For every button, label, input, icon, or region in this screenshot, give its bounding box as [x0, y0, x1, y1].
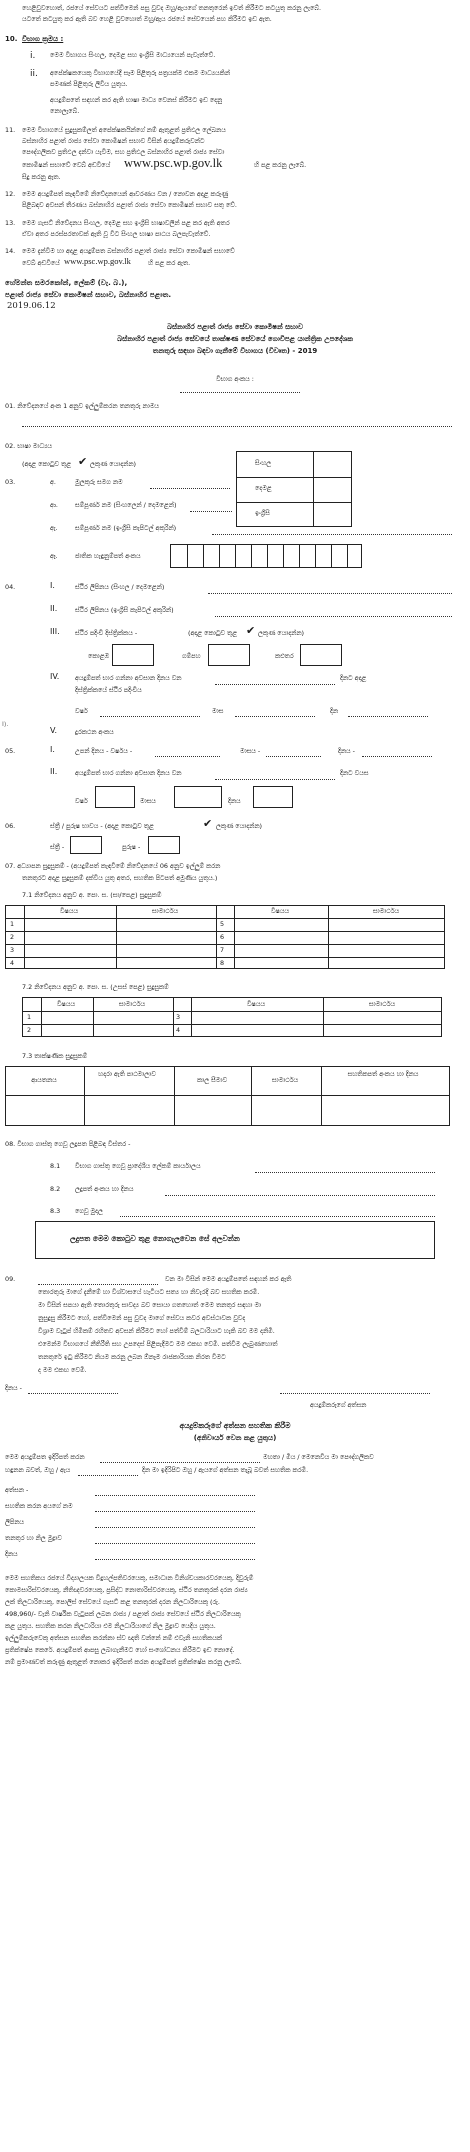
q03-a-mark: අ. — [50, 478, 56, 486]
q04-III-instruction: (අදාළ කොටුව තුළ — [188, 629, 238, 637]
margin-mark: I). — [2, 720, 9, 728]
tick-mark-icon: ✔ — [246, 624, 256, 637]
al-row-number: 4 — [176, 1026, 181, 1034]
sec10-ii-line-3: අයදුම්පතේ සඳහන් කර ඇති භාෂා මාධ්‍ය වෙනස් කිරීමට ඉඩ දෙනු — [50, 96, 223, 104]
q05-II-mark: II. — [50, 767, 58, 776]
q03-number: 03. — [5, 478, 16, 486]
date-label: දිනය - — [5, 1384, 22, 1392]
ol-row-number: 2 — [10, 933, 15, 941]
q03-a-label: මුලකුරු සමග නම — [75, 478, 123, 486]
sec11-line-1: මෙම විභාගයේ සුදුසුකම්ලත් අපේක්ෂකයින්ගේ නම් ඇතුළත් ප්‍රතිඵල ලේඛනය — [22, 126, 226, 134]
certifier-position-input[interactable] — [95, 1543, 255, 1544]
q73-label: 7.3 තාක්ෂණික සුදුසුකම් — [22, 1052, 88, 1060]
lang-sinhala-checkbox[interactable] — [314, 453, 350, 475]
ol-header-subject-2: විෂයය — [270, 907, 290, 915]
sec12-line-2: පිළිබඳව අවසන් තීරණය බස්නාහිර පළාත් රාජ්‍ය සේවා කොමිෂන් සභාව සතු වේ. — [22, 201, 237, 209]
q09-line-2: තොරතුරු මාගේ දැනීමේ හා විශ්වාසයේ හැටියට සත්‍ය හා නිවැරදි බව සහතික කරමි. — [38, 1288, 260, 1296]
q04-III-instruction-2: ලකුණ යොදන්න) — [258, 629, 305, 637]
intro-line-2: යටතේ කටයුතු කර ඇති බව හෙළි වුවහොත් ඔහු/ඇය රජයේ සේවයෙන් පහ කිරීමට ඉඩ ඇත. — [22, 15, 272, 23]
q03-i-label: සම්පූර්ණ නම (ඉංග්‍රීසි කැපිටල් අකුරින්) — [75, 524, 177, 532]
age-days-label: දිනය — [228, 797, 241, 805]
fee-office-input[interactable] — [255, 1172, 435, 1173]
ol-row-number: 4 — [10, 959, 15, 967]
certifier-address-label: ලිපිනය — [5, 1518, 24, 1526]
certifier-name-input[interactable] — [95, 1511, 255, 1512]
residence-months-label: මාස — [212, 707, 224, 715]
lang-tamil-checkbox[interactable] — [314, 478, 350, 500]
q03-ae-label: ජාතික හැඳුනුම්පත් අංකය — [75, 552, 141, 560]
age-years-input[interactable] — [95, 786, 135, 808]
sec11-website-link[interactable]: www.psc.wp.gov.lk — [124, 156, 223, 170]
cert-line-2-prefix: හඳුනන බවත්, ඔහු / ඇය — [5, 1466, 71, 1474]
q07-label-1: 07. අධ්‍යාපන සුදුසුකම් - (අයදුම්පත් කැඳවීමේ නිවේදනයේ 06 අනුව ඉල්ලුම් කරන — [5, 862, 221, 870]
amount-paid-input[interactable] — [120, 1216, 435, 1217]
sec11-line-3: පෞද්ගලිකව ප්‍රතිඵල දන්වා යැවීම, සහ ප්‍රතිඵල බස්නාහිර පළාත් රාජ්‍ය සේවා — [22, 148, 225, 156]
q05-I-label: උපන් දිනය - වර්ෂය - — [75, 747, 133, 755]
sec13-line-2: ඒවා අතර පරස්පරතාවක් ඇති වූ විට සිංහල භාෂා පාඨය බලපැවැත්වේ. — [22, 230, 211, 238]
exam-number-line[interactable] — [180, 392, 300, 393]
sec14-line-2-suffix: හි පළ කර ඇත. — [148, 259, 191, 267]
tech-header-institute: ආයතනය — [31, 1076, 57, 1084]
q09-line-1: වන මා විසින් මෙම අයදුම්පතේ සඳහන් කර ඇති — [165, 1275, 292, 1283]
sec10-ii-number: ii. — [30, 69, 38, 79]
q04-IV-label-3: දිස්ත්‍රික්කයේ ස්ථිර පදිංචිය — [75, 686, 142, 694]
age-closing-date-line[interactable] — [215, 779, 335, 780]
residence-years-label: වර්ෂ — [75, 707, 88, 715]
certifier-position-label: තනතුර හා නිල මුද්‍රාව — [5, 1534, 62, 1542]
q04-III-label: ස්ථිර පදිංචි දිස්ත්‍රික්කය - — [75, 629, 138, 637]
al-header-pass-2: සාමාර්ථය — [368, 1000, 396, 1008]
cert-applicant-name-input[interactable] — [100, 1462, 260, 1463]
applicant-signature-label: අයදුම්කරුගේ අත්සන — [310, 1401, 367, 1409]
al-row-number: 1 — [27, 1013, 32, 1021]
q09-line-5: විශ්‍රාම වැටුප් හිමිකම් රහිතව අවසන් කිරීමට හෝ පත්වීම් බලධාරියාට හැකි බව මම දනිමි. — [38, 1327, 275, 1335]
q82-number: 8.2 — [50, 1185, 61, 1193]
sec10-ii-line-4: නොලැබේ. — [50, 107, 80, 115]
al-header-subject-2: විෂයය — [246, 1000, 266, 1008]
age-days-input[interactable] — [253, 786, 293, 808]
sec12-line-1: මෙම අයදුම්පත් කැඳවීමේ නිවේදනයෙන් ආවරණය වන / නොවන අදාළ කරුණු — [22, 190, 229, 198]
ol-row-number: 5 — [220, 920, 225, 928]
q09-line-4: නුසුදුසු කිරීමට හෝ, පත්වීමෙන් පසු වුවද මාගේ සේවය කවර අවස්ථාවක වුවද — [38, 1314, 246, 1322]
cert-line-1-prefix: මෙම අයදුම්පත ඉදිරිපත් කරන — [5, 1453, 85, 1461]
sec11-line-4-suffix: හි පළ කරනු ලැබේ. — [254, 161, 307, 169]
initials-name-input[interactable] — [150, 488, 230, 489]
q09-line-7: තනතුරේ ඉටු කිරීමට නියම කරනු ලබන ඕනෑම රාජකාරියක නිරත වීමට — [38, 1353, 226, 1361]
certification-subtitle: (අනිවාර්ය වෙන කළ යුතුය) — [193, 1434, 277, 1442]
q05-I-day: දිනය - — [338, 747, 355, 755]
certification-title: අයදුම්කරුගේ අත්සන සහතික කිරීම — [179, 1421, 291, 1430]
intro-line-1: හෙළිවුවහොත්, රජයේ සේවයට පත්වීමෙන් පසු වුවද ඔහු/ඇයගේ තනතුරෙන් ඉවත් කිරීමට කටයුතු කරනු ලැබේ. — [22, 4, 321, 12]
district-gampaha-checkbox[interactable] — [208, 644, 250, 666]
age-years-label: වර්ෂ — [75, 797, 88, 805]
q05-number: 05. — [5, 747, 16, 755]
phone-label: දුරකථන අංකය — [75, 728, 114, 736]
sec11-line-4-prefix: කොමිෂන් සභාවේ වෙබ් අඩවියේ — [22, 161, 111, 169]
q05-I-month: මාසය - — [240, 747, 261, 755]
birth-year-input[interactable] — [155, 756, 220, 757]
cert-date-input[interactable] — [78, 1475, 138, 1476]
age-months-input[interactable] — [174, 786, 222, 808]
receipt-number-input[interactable] — [165, 1195, 435, 1196]
ol-row-number: 3 — [10, 946, 15, 954]
q81-label: විභාග ගාස්තු ගෙවූ ප්‍රාදේශීය ලේකම් කාර්යාලය — [75, 1162, 201, 1170]
footnote-line-4: 498,960/- වැනි වාර්ෂික වැටුපක් ලබන රාජ්‍ය / පළාත් රාජ්‍ය සේවයේ ස්ථිර නිලධාරියෙකු — [5, 1610, 241, 1618]
district-colombo-checkbox[interactable] — [112, 644, 154, 666]
female-checkbox[interactable] — [70, 836, 102, 854]
signatory-date: 2019.06.12 — [7, 301, 56, 311]
lang-english-label: ඉංග්‍රීසි — [255, 509, 270, 517]
footnote-line-2: කොමසාරිස්වරයෙකු, නීතිඥවරයෙකු, ප්‍රසිද්ධ නොතාරිස්වරයෙකු, ස්ථිර තනතුරක් දරන රාජ්‍ය — [5, 1586, 248, 1594]
sec13-number: 13. — [5, 219, 16, 227]
q04-II-mark: II. — [50, 604, 58, 613]
ol-header-pass-1: සාමාර්ථය — [151, 907, 179, 915]
lang-english-checkbox[interactable] — [314, 503, 350, 525]
al-row-number: 3 — [176, 1013, 181, 1021]
sec11-number: 11. — [5, 126, 16, 134]
sec14-number: 14. — [5, 247, 16, 255]
sec10-title: විභාග ක්‍රමය : — [22, 35, 64, 43]
signatory-organization: පළාත් රාජ්‍ය සේවා කොමිෂන් සභාව, බස්නාහිර පළාත. — [5, 290, 172, 299]
closing-date-line[interactable] — [215, 684, 335, 685]
q04-IV-label: අයදුම්පත් භාර ගන්නා අවසාන දිනය වන — [75, 674, 182, 682]
permanent-address-english-input[interactable] — [215, 616, 452, 617]
q09-line-3: මා විසින් සපයා ඇති තොරතුරු සාවද්‍ය බව සොයා ගතහොත් මෙම තනතුර සඳහා මා — [38, 1301, 262, 1309]
q09-number: 09. — [5, 1275, 16, 1283]
q04-I-mark: I. — [50, 581, 55, 590]
form-title-3: තනතුරු සඳහා බඳවා ගැනීමේ විභාගය (විවෘත) - 2019 — [152, 347, 318, 355]
sec10-ii-line-2: පමණක් පිළිතුරු ලිවිය යුතුය. — [50, 80, 128, 88]
phone-mark: V. — [50, 726, 57, 735]
sec12-number: 12. — [5, 190, 16, 198]
sec14-website-link[interactable]: www.psc.wp.gov.lk — [64, 256, 131, 266]
age-months-label: මාසය — [140, 797, 156, 805]
cert-line-2-suffix: දින මා ඉදිරිපිට ඔහු / ඇයගේ අත්සන තැබූ බවත් සහතික කරමි. — [142, 1466, 309, 1474]
district-kalutara-label: කළුතර — [275, 652, 294, 660]
tech-header-pass: සාමාර්ථය — [271, 1076, 299, 1084]
ol-header-pass-2: සාමාර්ථය — [372, 907, 400, 915]
q03-i-mark: ඇ. — [50, 524, 58, 532]
receipt-paste-instruction: ලදුපත මෙම කොටුව තුළ නොගැලවෙන සේ අලවන්න — [70, 1234, 240, 1243]
form-title-1: බස්නාහිර පළාත් රාජ්‍ය සේවා කොමිෂන් සභාව — [167, 323, 303, 331]
nic-number-boxes[interactable] — [170, 544, 362, 568]
q04-I-label: ස්ථිර ලිපිනය (සිංහල / දෙමළෙන්) — [75, 583, 165, 591]
q82-label: ලදුපත් අංකය හා දිනය — [75, 1185, 134, 1193]
q04-III-mark: III. — [50, 627, 60, 636]
birth-day-input[interactable] — [362, 756, 432, 757]
q83-number: 8.3 — [50, 1207, 61, 1215]
tech-header-duration: කාල සීමාව — [196, 1076, 228, 1084]
applicant-signature-line[interactable] — [280, 1393, 430, 1394]
al-header-pass-1: සාමාර්ථය — [118, 1000, 146, 1008]
district-kalutara-checkbox[interactable] — [300, 644, 342, 666]
q03-aa-mark: ආ. — [50, 501, 58, 509]
q05-II-label: අයදුම්පත් භාර ගන්නා අවසාන දිනය වන — [75, 769, 182, 777]
birth-month-input[interactable] — [266, 756, 321, 757]
tech-header-course: හදාරා ඇති පාඨමාලාව — [98, 1070, 156, 1078]
lang-sinhala-label: සිංහල — [255, 459, 272, 467]
footnote-line-6: ඉල්ලුම්කරුවෙකු අත්සන සහතික කරන්නා ස්ව ඥාති වන්නේ නම් එවැනි සහතිකයක් — [5, 1634, 223, 1642]
q04-IV-label-2: දිනට අදාළ — [340, 674, 367, 682]
certifier-name-label: සහතික කරන අයගේ නම — [5, 1502, 73, 1510]
cert-signature-line[interactable] — [95, 1495, 255, 1496]
q03-aa-label: සම්පූර්ණ නම (සිංහලෙන් / දෙමළෙන්) — [75, 501, 177, 509]
ol-row-number: 8 — [220, 959, 225, 967]
q05-I-mark: I. — [50, 745, 55, 754]
sec14-line-2-prefix: වෙබ් අඩවියේ — [22, 259, 60, 267]
al-header-subject-1: විෂයය — [56, 1000, 76, 1008]
certifier-date-label: දිනය — [5, 1550, 18, 1558]
certifier-address-input[interactable] — [95, 1527, 255, 1528]
q06-label: ස්ත්‍රී / පුරුෂ භාවය - (අදාළ කොටුව තුළ — [50, 822, 154, 830]
q06-number: 06. — [5, 822, 16, 830]
q05-II-label-2: දිනට වයස — [340, 769, 369, 777]
q01-answer-line[interactable] — [22, 426, 452, 427]
exam-number-label: විභාග අංකය : — [216, 375, 254, 383]
residence-days-input[interactable] — [348, 716, 428, 717]
q04-IV-mark: IV. — [50, 672, 60, 681]
residence-years-input[interactable] — [100, 716, 200, 717]
q81-number: 8.1 — [50, 1162, 61, 1170]
full-name-english-input[interactable] — [212, 534, 452, 535]
tick-mark-icon: ✔ — [78, 455, 88, 468]
residence-months-input[interactable] — [235, 716, 315, 717]
declaration-date-input[interactable] — [28, 1393, 118, 1394]
footnote-line-1: මෙම සහතිකය රජයේ විද්‍යාලයක විදුහල්පතිවරයෙකු, සමාධාන විනිශ්චයකාරවරයෙකු, දිවුරුම් — [5, 1574, 254, 1582]
signatory-name: හේමන්ත සමරකෝන්, ලේකම් (වැ. බ.), — [5, 278, 128, 287]
tech-header-certificate: සහතිකපත් අංකය හා දිනය — [347, 1070, 419, 1078]
female-label: ස්ත්‍රී - — [50, 843, 65, 851]
q06-label-2: ලකුණ යොදන්න) — [216, 822, 263, 830]
q02-label: 02. භාෂා මාධ්‍යය — [5, 442, 52, 450]
tick-mark-icon: ✔ — [203, 817, 213, 830]
q71-label: 7.1 නිවේදනය අනුව අ. පො. ස. (සා/පෙළ) සුදුසුකම් — [22, 891, 162, 899]
ol-row-number: 7 — [220, 946, 225, 954]
cert-signature-label: අත්සන - — [5, 1486, 29, 1494]
q04-number: 04. — [5, 583, 16, 591]
q83-label: ගෙවූ මුදල — [75, 1207, 103, 1215]
certifier-date-input[interactable] — [95, 1559, 255, 1560]
q09-line-6: එමෙන්ම විභාගයේ නීතිරීති සහ උපදෙස් පිළිපැදීමට මම එකඟ වෙමි. පත්වීම ලැබුණහොත් — [38, 1340, 278, 1348]
male-label: පුරුෂ - — [122, 843, 141, 851]
sec14-line-1: මෙම දැන්වීම හා අදාළ අයදුම්පත බස්නාහිර පළාත් රාජ්‍ය සේවා කොමිෂන් සභාවේ — [22, 247, 235, 255]
district-gampaha-label: ගම්පහ — [182, 652, 201, 660]
ol-header-subject-1: විෂයය — [59, 907, 79, 915]
ol-row-number: 1 — [10, 920, 15, 928]
permanent-address-sinhala-input[interactable] — [208, 593, 452, 594]
male-checkbox[interactable] — [148, 836, 180, 854]
sec10-i-text: මෙම විභාගය සිංහල, දෙමළ සහ ඉංග්‍රීසි මාධ්‍යයෙන් පැවැත්වේ. — [50, 51, 216, 59]
al-row-number: 2 — [27, 1026, 32, 1034]
declarant-name-input[interactable] — [38, 1284, 158, 1285]
sec10-ii-line-1: අපේක්ෂකයෙකු විභාගයේදී සෑම පිළිතුරු පත්‍රයක්ම එකම මාධ්‍යයකින් — [50, 69, 231, 77]
q08-label: 08. විභාග ගාස්තු ගෙවූ ලදුපත පිළිබඳ විස්තර - — [5, 1140, 131, 1148]
q03-ae-mark: ඈ. — [50, 552, 58, 560]
lang-tamil-label: දෙමළ — [255, 484, 272, 492]
q72-label: 7.2 නිවේදනය අනුව අ. පො. ස. (උසස් පෙළ) සුදුසුකම් — [22, 983, 169, 991]
sec13-line-1: මෙම ගැසට් නිවේදනය සිංහල, දෙමළ සහ ඉංග්‍රීසි භාෂාවලින් පළ කර ඇති අතර — [22, 219, 230, 227]
district-colombo-label: කොළඹ — [88, 652, 110, 660]
cert-line-1-suffix: මහතා / මිය / මෙනෙවිය මා පෞද්ගලිකව — [263, 1453, 374, 1461]
q01-label: 01. නිවේදනයේ අංක 1 අනුව ඉල්ලුම්කරන තනතුරු නාමය — [5, 402, 160, 410]
sec10-number: 10. — [5, 35, 18, 43]
q02-instruction: (අදාළ කොටුව තුළ — [22, 460, 72, 468]
q07-label-2: තනතුරට අදාළ සුදුසුකම් දක්විය යුතු අතර, සහතික පිටපත් අමුණිය යුතුය.) — [22, 874, 218, 882]
residence-days-label: දින — [330, 707, 339, 715]
footnote-line-8: නම් ප්‍රමාණවත් කරුණු ඇතුළත් නොකර ඉදිරිපත් කරන අයදුම්පත් ප්‍රතික්ෂේප කරනු ලැබේ. — [5, 1658, 242, 1666]
sec10-i-number: i. — [30, 51, 36, 61]
footnote-line-3: ලක් තිලධාරියෙකු, පොලිස් සේවයේ ගැසට් කළ තනතුරක් දරන නිලධාරියෙකු (රු. — [5, 1598, 220, 1606]
footnote-line-7: ප්‍රතික්ෂේප කෙරේ. අයදුම්පත් ආපසු ලබාගැනීමට හෝ සංශෝධනය කිරීමට ඉඩ නොදේ. — [5, 1646, 235, 1654]
q09-line-8: ද මම එකඟ වෙමි. — [38, 1366, 87, 1374]
ol-row-number: 6 — [220, 933, 225, 941]
q02-instruction-2: ලකුණ යොදන්න) — [90, 460, 137, 468]
full-name-sinhala-input[interactable] — [190, 511, 232, 512]
form-title-2: බස්නාහිර පළාත් රාජ්‍ය සේවයේ තාක්ෂණ සේවයේ ගොවිපළ යාන්ත්‍රික උපදේශක — [117, 335, 353, 343]
sec11-line-2: බස්නාහිර පළාත් රාජ්‍ය සේවා කොමිෂන් සභාව විසින් අයදුම්කරුවන්ට — [22, 137, 205, 145]
sec11-line-5: සිදු කරනු ඇත. — [22, 173, 61, 181]
footnote-line-5: කළ යුතුය. සහතික කරන නිලධාරියා එම නිලධාරියාගේ නිල මුද්‍රාව යෙදිය යුතුය. — [5, 1622, 216, 1630]
q04-II-label: ස්ථිර ලිපිනය (ඉංග්‍රීසි කැපිටල් අකුරින්) — [75, 606, 174, 614]
